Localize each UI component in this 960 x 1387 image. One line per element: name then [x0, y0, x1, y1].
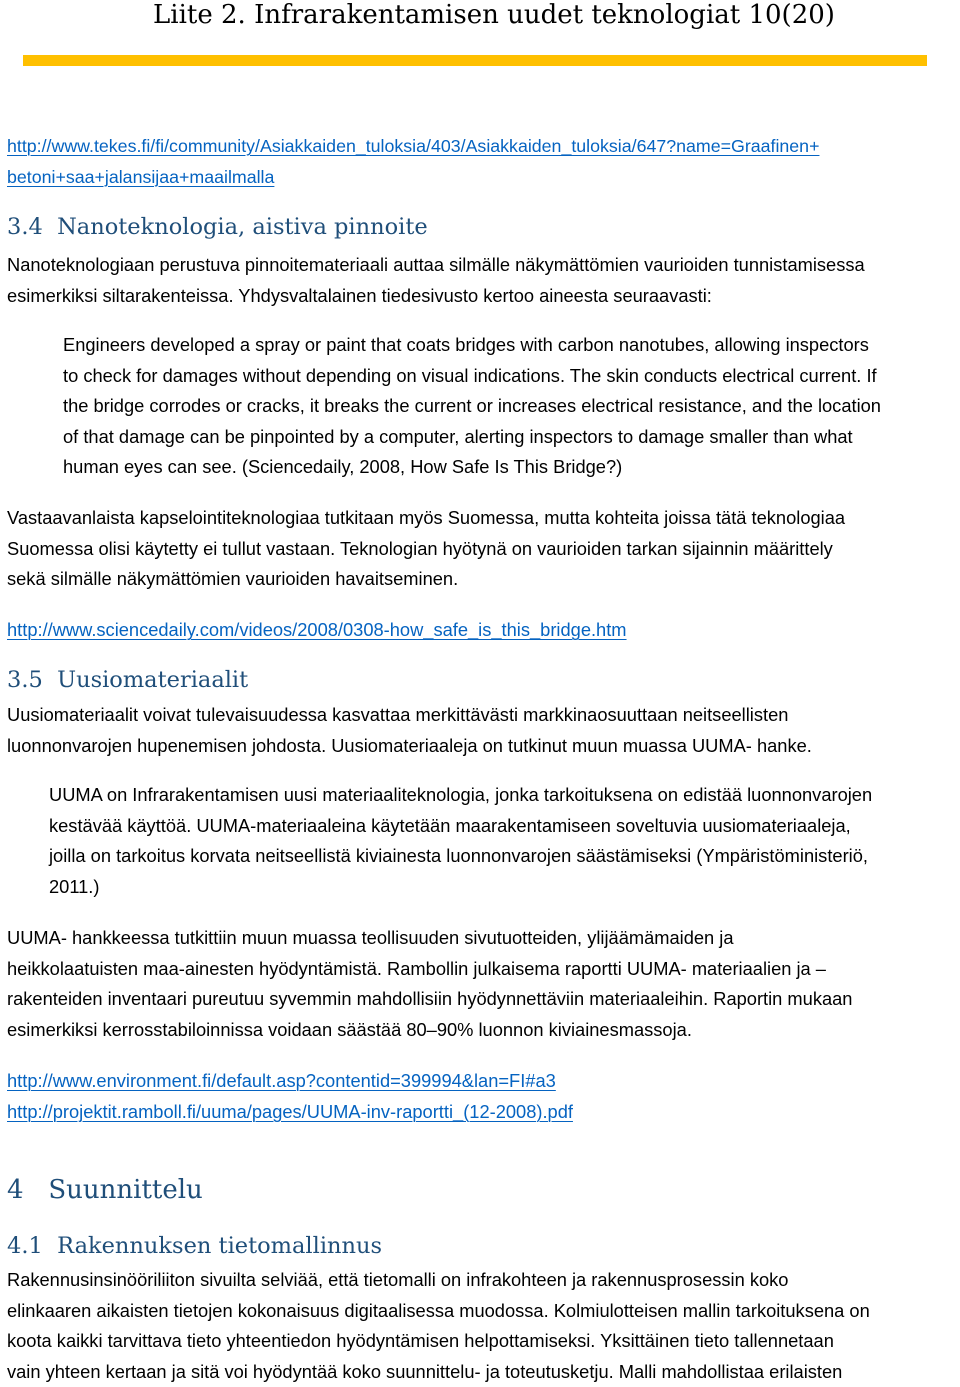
heading-3-4-number: 3.4 [7, 214, 43, 240]
sciencedaily-link[interactable]: http://www.sciencedaily.com/videos/2008/0308-how_safe_is_this_bridge.htm [7, 619, 627, 640]
heading-4-1 [7, 1233, 382, 1259]
intro-link-line-2[interactable]: betoni+saa+jalansijaa+maailmalla [7, 166, 275, 187]
heading-4 [7, 1175, 203, 1205]
paragraph-line: Vastaavanlaista kapselointiteknologiaa tutkitaan myös Suomessa, mutta kohteita joissa tätä teknologiaa [7, 507, 846, 528]
paragraph-line: Suomessa olisi käytetty ei tullut vastaan. Teknologian hyötynä on vaurioiden tarkan sijainnin määrittely [7, 537, 833, 559]
quote-line: UUMA on Infrarakentamisen uusi materiaaliteknologia, jonka tarkoituksena on edistää luonnonvarojen [49, 784, 873, 805]
environment-link[interactable]: http://www.environment.fi/default.asp?contentid=399994&lan=FI#a3 [7, 1070, 556, 1091]
paragraph-line: Uusiomateriaalit voivat tulevaisuudessa kasvattaa merkittävästi markkinaosuuttaan neitseellisten [7, 704, 789, 725]
quote-line: the bridge corrodes or cracks, it breaks the current or increases electrical resistance, and the location [63, 395, 881, 417]
paragraph-line: rakenteiden inventaari pureutuu syvemmin mahdollisiin hyödynnettäviin materiaaleihin. Raportin mukaan [7, 988, 853, 1010]
heading-3-4 [7, 214, 428, 240]
paragraph-line: heikkolaatuisten maa-ainesten hyödyntämistä. Rambollin julkaisema raportti UUMA- materiaalien ja – [7, 957, 826, 979]
quote-line: Engineers developed a spray or paint that coats bridges with carbon nanotubes, allowing inspectors [63, 334, 869, 355]
heading-3-5 [7, 667, 248, 693]
section-4-1-para1 [7, 1265, 870, 1387]
paragraph-line: esimerkiksi kerrosstabiloinnissa voidaan säästää 80–90% luonnon kiviainesmassoja. [7, 1018, 692, 1040]
heading-3-4-title: Nanoteknologia, aistiva pinnoite [57, 214, 428, 240]
quote-line: 2011.) [49, 875, 100, 897]
intro-link-line-1[interactable]: http://www.tekes.fi/fi/community/Asiakkaiden_tuloksia/403/Asiakkaiden_tuloksia/647?name=Graafinen+ [7, 136, 820, 156]
ramboll-link[interactable]: http://projektit.ramboll.fi/uuma/pages/UUMA-inv-raportti_(12-2008).pdf [7, 1100, 573, 1122]
paragraph-line: sekä silmälle näkymättömien vaurioiden havaitseminen. [7, 568, 459, 590]
quote-line: joilla on tarkoitus korvata neitseellistä kiviainesta luonnonvarojen säästämiseksi (Ympäristöministeriö, [49, 845, 868, 867]
heading-4-number: 4 [7, 1175, 24, 1205]
section-3-4-link-block[interactable] [7, 615, 627, 646]
heading-4-1-number: 4.1 [7, 1233, 43, 1259]
section-3-5-para1 [7, 700, 812, 761]
quote-line: of that damage can be pinpointed by a computer, alerting inspectors to damage smaller than what [63, 425, 853, 447]
paragraph-line: koota kaikki tarvittava tieto yhteentiedon hyödyntämisen helpottamiseksi. Yksittäinen tieto tallennetaan [7, 1330, 834, 1352]
heading-3-5-title: Uusiomateriaalit [57, 667, 249, 693]
section-3-4-para2 [7, 503, 845, 595]
heading-4-title: Suunnittelu [48, 1175, 203, 1205]
page-header-title: Liite 2. Infrarakentamisen uudet teknologiat 10(20) [153, 0, 835, 30]
paragraph-line: Rakennusinsinööriliiton sivuilta selviää, että tietomalli on infrakohteen ja rakennusprosessin koko [7, 1269, 789, 1290]
quote-line: human eyes can see. (Sciencedaily, 2008, How Safe Is This Bridge?) [63, 456, 623, 478]
heading-4-1-title: Rakennuksen tietomallinnus [57, 1233, 383, 1259]
section-3-5-links[interactable] [7, 1066, 573, 1127]
quote-line: to check for damages without depending on visual indications. The skin conducts electrical current. If [63, 364, 877, 386]
header-accent-bar [23, 55, 927, 66]
paragraph-line: Nanoteknologiaan perustuva pinnoitemateriaali auttaa silmälle näkymättömien vaurioiden tunnistamisessa [7, 254, 865, 275]
paragraph-line: elinkaaren aikaisten tietojen kokonaisuus digitaalisessa muodossa. Kolmiulotteisen mallin tarkoituksena on [7, 1299, 870, 1321]
intro-link[interactable] [7, 131, 819, 192]
section-3-4-para1 [7, 250, 865, 311]
heading-3-5-number: 3.5 [7, 667, 43, 693]
quote-line: kestävää käyttöä. UUMA-materiaaleina käytetään maarakentamiseen soveltuvia uusiomateriaaleja, [49, 814, 851, 836]
section-3-5-quote [49, 780, 872, 902]
section-3-4-quote [63, 330, 881, 483]
paragraph-line: vain yhteen kertaan ja sitä voi hyödyntää koko suunnittelu- ja toteutusketju. Malli mahdollistaa erilaisten [7, 1360, 843, 1382]
section-3-5-para2 [7, 923, 852, 1045]
paragraph-line: UUMA- hankkeessa tutkittiin muun muassa teollisuuden sivutuotteiden, ylijäämämaiden ja [7, 927, 734, 948]
paragraph-line: esimerkiksi siltarakenteissa. Yhdysvaltalainen tiedesivusto kertoo aineesta seuraavasti: [7, 284, 712, 306]
paragraph-line: luonnonvarojen hupenemisen johdosta. Uusiomateriaaleja on tutkinut muun muassa UUMA- hanke. [7, 734, 812, 756]
